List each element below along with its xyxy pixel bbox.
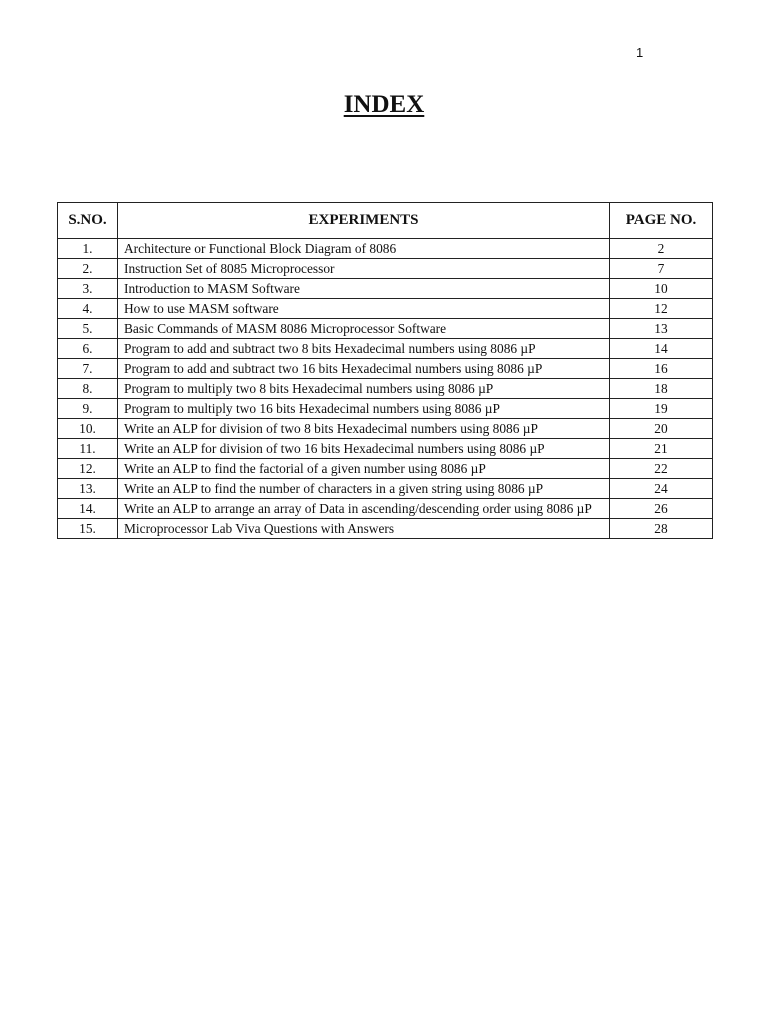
row-page: 21 <box>610 439 713 459</box>
table-row <box>58 239 713 259</box>
row-page: 24 <box>610 479 713 499</box>
table-row <box>58 319 713 339</box>
table-row <box>58 459 713 479</box>
index-table <box>57 202 713 539</box>
row-experiment: Microprocessor Lab Viva Questions with Answers <box>118 519 610 539</box>
table-row <box>58 259 713 279</box>
header-experiments: EXPERIMENTS <box>118 203 610 239</box>
row-sno: 7. <box>58 359 118 379</box>
row-sno: 11. <box>58 439 118 459</box>
row-page: 14 <box>610 339 713 359</box>
table-row <box>58 419 713 439</box>
row-experiment: Program to add and subtract two 8 bits Hexadecimal numbers using 8086 µP <box>118 339 610 359</box>
header-page-no: PAGE NO. <box>610 203 713 239</box>
table-row <box>58 519 713 539</box>
row-experiment: Program to multiply two 8 bits Hexadecimal numbers using 8086 µP <box>118 379 610 399</box>
table-row <box>58 279 713 299</box>
row-page: 19 <box>610 399 713 419</box>
row-experiment: Basic Commands of MASM 8086 Microprocessor Software <box>118 319 610 339</box>
row-page: 16 <box>610 359 713 379</box>
row-page: 12 <box>610 299 713 319</box>
table-row <box>58 479 713 499</box>
table-header-row <box>58 203 713 239</box>
row-page: 22 <box>610 459 713 479</box>
row-page: 7 <box>610 259 713 279</box>
row-experiment: Program to multiply two 16 bits Hexadecimal numbers using 8086 µP <box>118 399 610 419</box>
table-row <box>58 379 713 399</box>
table-row <box>58 359 713 379</box>
row-experiment: Program to add and subtract two 16 bits Hexadecimal numbers using 8086 µP <box>118 359 610 379</box>
row-experiment: How to use MASM software <box>118 299 610 319</box>
row-experiment: Write an ALP to find the factorial of a given number using 8086 µP <box>118 459 610 479</box>
row-sno: 13. <box>58 479 118 499</box>
row-sno: 14. <box>58 499 118 519</box>
row-sno: 5. <box>58 319 118 339</box>
page-number: 1 <box>636 45 644 60</box>
row-experiment: Instruction Set of 8085 Microprocessor <box>118 259 610 279</box>
row-page: 20 <box>610 419 713 439</box>
row-page: 2 <box>610 239 713 259</box>
row-sno: 8. <box>58 379 118 399</box>
table-row <box>58 439 713 459</box>
row-sno: 10. <box>58 419 118 439</box>
row-sno: 2. <box>58 259 118 279</box>
table-row <box>58 299 713 319</box>
row-page: 18 <box>610 379 713 399</box>
row-sno: 15. <box>58 519 118 539</box>
row-experiment: Write an ALP for division of two 16 bits Hexadecimal numbers using 8086 µP <box>118 439 610 459</box>
row-experiment: Write an ALP to arrange an array of Data in ascending/descending order using 8086 µP <box>118 499 610 519</box>
header-sno: S.NO. <box>58 203 118 239</box>
page-title: INDEX <box>343 91 425 118</box>
table-row <box>58 339 713 359</box>
row-page: 28 <box>610 519 713 539</box>
row-sno: 3. <box>58 279 118 299</box>
table-row <box>58 399 713 419</box>
row-experiment: Write an ALP for division of two 8 bits Hexadecimal numbers using 8086 µP <box>118 419 610 439</box>
row-sno: 4. <box>58 299 118 319</box>
row-sno: 9. <box>58 399 118 419</box>
row-page: 26 <box>610 499 713 519</box>
table-row <box>58 499 713 519</box>
row-page: 13 <box>610 319 713 339</box>
row-experiment: Write an ALP to find the number of characters in a given string using 8086 µP <box>118 479 610 499</box>
row-experiment: Introduction to MASM Software <box>118 279 610 299</box>
row-sno: 6. <box>58 339 118 359</box>
row-sno: 12. <box>58 459 118 479</box>
row-experiment: Architecture or Functional Block Diagram of 8086 <box>118 239 610 259</box>
row-sno: 1. <box>58 239 118 259</box>
row-page: 10 <box>610 279 713 299</box>
